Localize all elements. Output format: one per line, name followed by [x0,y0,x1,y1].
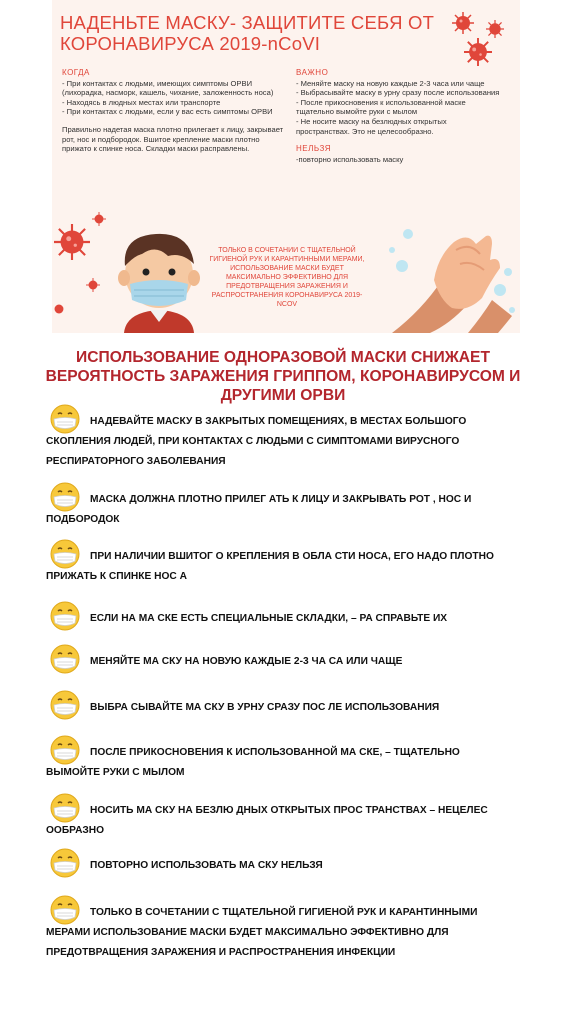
masked-face-emoji-icon [50,644,80,674]
proper-wear-text: Правильно надетая маска плотно прилегает к лицу, закрывает рот, нос и подбородок. Вшитое крепление маски плотно прижато к спинке носа. Складки маски расправлены. [62,124,284,154]
virus-icon [464,38,492,66]
virus-icon [52,302,66,316]
list-item [46,609,516,629]
list-item-text: НАДЕВАЙТЕ МАСКУ В ЗАКРЫТЫХ ПОМЕЩЕНИЯХ, В МЕСТАХ БОЛЬШОГО СКОПЛЕНИЯ ЛЮДЕЙ, ПРИ КОНТАКТАХ С ЛЮДЬМИ С СИМПТОМАМИ ВИРУСНОГО РЕСПИРАТОРНОГО ЗАБОЛЕВАНИЯ [46,416,467,467]
list-item-text: ТОЛЬКО В СОЧЕТАНИИ С ТЩАТЕЛЬНОЙ ГИГИЕНОЙ РУК И КАРАНТИННЫМИ МЕРАМИ ИСПОЛЬЗОВАНИЕ МАСКИ БУДЕТ МАКСИМАЛЬНО ЭФФЕКТИВНО ДЛЯ ПРЕДОТВРАЩЕНИЯ ЗАРАЖЕНИЯ И РАСПРОСТРАНЕНИЯ ИНФЕКЦИИ [46,907,478,958]
masked-face-emoji-icon [50,539,80,569]
when-item: - При контактах с людьми, имеющих симптомы ОРВИ (лихорадка, насморк, кашель, чихание, заложенность носа) [62,78,274,98]
list-item [46,903,516,963]
virus-icon [486,20,504,38]
masked-face-emoji-icon [50,690,80,720]
masked-face-emoji-icon [50,601,80,631]
when-label: КОГДА [62,68,90,77]
poster-bottom-note: ТОЛЬКО В СОЧЕТАНИИ С ТЩАТЕЛЬНОЙ ГИГИЕНОЙ РУК И КАРАНТИННЫМИ МЕРАМИ, ИСПОЛЬЗОВАНИЕ МАСКИ БУДЕТ МАКСИМАЛЬНО ЭФФЕКТИВНО ДЛЯ ПРЕДОТВРАЩЕНИЯ ЗАРАЖЕНИЯ И РАСПРОСТРАНЕНИЯ КОРОНАВИРУСА 2019- NCOV [209,247,365,308]
forbidden-label: НЕЛЬЗЯ [296,144,332,154]
list-item-text: ПОВТОРНО ИСПОЛЬЗОВАТЬ МА СКУ НЕЛЬЗЯ [90,860,323,871]
masked-face-emoji-icon [50,482,80,512]
list-item-text: ПОСЛЕ ПРИКОСНОВЕНИЯ К ИСПОЛЬЗОВАННОЙ МА СКЕ, – ТЩАТЕЛЬНО ВЫМОЙТЕ РУКИ С МЫЛОМ [46,747,460,778]
list-item-text: МАСКА ДОЛЖНА ПЛОТНО ПРИЛЕГ АТЬ К ЛИЦУ И ЗАКРЫВАТЬ РОТ , НОС И ПОДБОРОДОК [46,494,472,525]
forbidden-text: -повторно использовать маску [296,154,404,164]
list-item [46,412,516,472]
masked-face-emoji-icon [50,895,80,925]
important-item: - Не носите маску на безлюдных открытых пространствах. Это не целесообразно. [296,116,447,136]
important-label: ВАЖНО [296,68,329,77]
list-item [46,490,516,530]
important-item: - После прикосновения к использованной маске тщательно вымойте руки с мылом [296,97,466,117]
list-item-text: ЕСЛИ НА МА СКЕ ЕСТЬ СПЕЦИАЛЬНЫЕ СКЛАДКИ, – РА СПРАВЬТЕ ИХ [90,613,448,624]
list-item [46,652,516,672]
when-column [62,68,287,154]
handwashing-illustration [372,220,520,333]
virus-icon [54,224,90,260]
masked-face-emoji-icon [50,848,80,878]
boy-with-mask-illustration [116,226,202,333]
important-item: - Выбрасывайте маску в урну сразу после использования [296,88,500,98]
list-item [46,698,516,718]
main-headline: ИСПОЛЬЗОВАНИЕ ОДНОРАЗОВОЙ МАСКИ СНИЖАЕТ ВЕРОЯТНОСТЬ ЗАРАЖЕНИЯ ГРИППОМ, КОРОНАВИРУСОМ И ДРУГИМИ ОРВИ [45,349,521,404]
virus-icon [452,12,474,34]
masked-face-emoji-icon [50,735,80,765]
list-item-text: ВЫБРА СЫВАЙТЕ МА СКУ В УРНУ СРАЗУ ПОС ЛЕ ИСПОЛЬЗОВАНИЯ [90,702,440,713]
virus-icon [92,212,106,226]
when-item: - Находясь в людных местах или транспорте [62,97,221,107]
list-item [46,547,516,587]
list-item [46,856,516,876]
important-item: - Меняйте маску на новую каждые 2-3 часа или чаще [296,78,485,88]
infographic-poster [52,0,520,333]
list-item-text: НОСИТЬ МА СКУ НА БЕЗЛЮ ДНЫХ ОТКРЫТЫХ ПРОС ТРАНСТВАХ – НЕЦЕЛЕС ООБРАЗНО [46,805,488,836]
masked-face-emoji-icon [50,404,80,434]
list-item-text: МЕНЯЙТЕ МА СКУ НА НОВУЮ КАЖДЫЕ 2-3 ЧА СА ИЛИ ЧАЩЕ [90,656,403,667]
poster-title: НАДЕНЬТЕ МАСКУ- ЗАЩИТИТЕ СЕБЯ ОТ КОРОНАВИРУСА 2019-nCoVI [60,12,435,54]
important-column [296,68,501,164]
list-item [46,743,516,783]
list-item [46,801,516,841]
list-item-text: ПРИ НАЛИЧИИ ВШИТОГ О КРЕПЛЕНИЯ В ОБЛА СТИ НОСА, ЕГО НАДО ПЛОТНО ПРИЖАТЬ К СПИНКЕ НОС А [46,551,494,582]
virus-icon [86,278,100,292]
masked-face-emoji-icon [50,793,80,823]
when-item: - При контактах с людьми, если у вас есть симптомы ОРВИ [62,107,273,117]
